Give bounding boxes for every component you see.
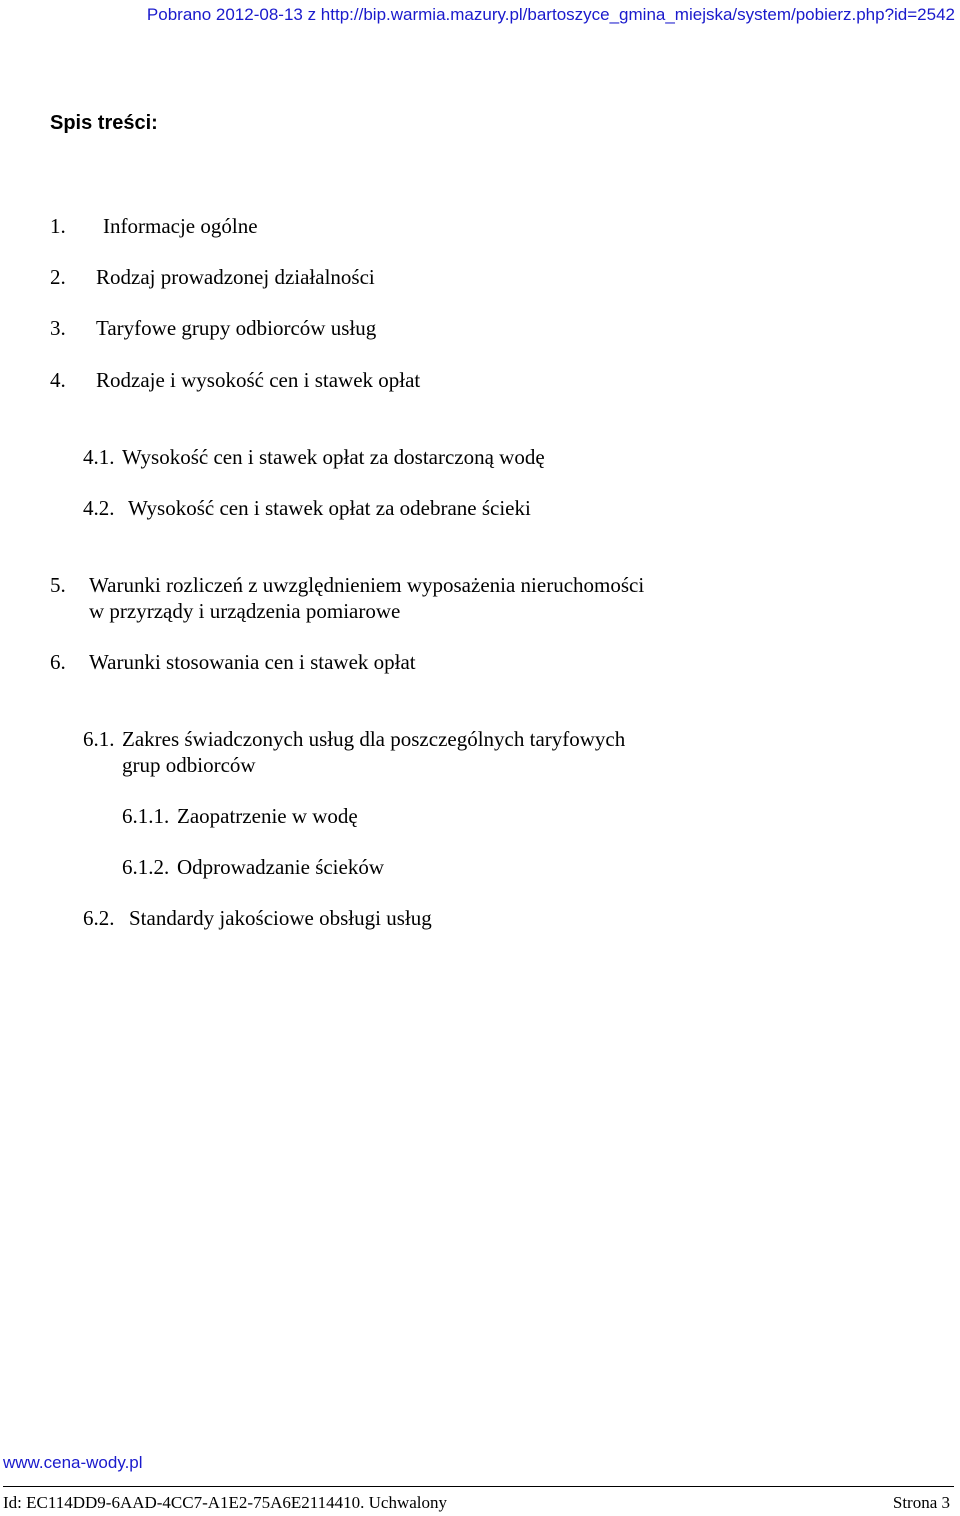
toc-item-label-continued: w przyrządy i urządzenia pomiarowe (89, 599, 401, 623)
toc-item-3[interactable] (50, 315, 376, 341)
toc-item-number: 3. (50, 316, 66, 340)
toc-item-4-1[interactable] (83, 444, 545, 470)
toc-item-number: 6.1.2. (122, 855, 170, 879)
footer-website-link[interactable]: www.cena-wody.pl (3, 1453, 143, 1472)
toc-item-number: 6.2. (83, 906, 115, 930)
footer-divider (3, 1486, 954, 1487)
toc-item-number: 6.1.1. (122, 804, 170, 828)
toc-item-4[interactable] (50, 367, 420, 393)
toc-item-label: Zakres świadczonych usług dla poszczególnych taryfowych (122, 727, 626, 751)
toc-item-label: Taryfowe grupy odbiorców usług (96, 316, 377, 340)
toc-item-number: 5. (50, 573, 66, 597)
toc-item-number: 4. (50, 368, 66, 392)
toc-item-label: Informacje ogólne (103, 214, 258, 238)
toc-item-label-continued: grup odbiorców (122, 753, 256, 777)
download-source-note: Pobrano 2012-08-13 z http://bip.warmia.mazury.pl/bartoszyce_gmina_miejska/system/pobierz.php?id=2542 (146, 5, 955, 24)
toc-item-label: Rodzaje i wysokość cen i stawek opłat (96, 368, 421, 392)
toc-item-label: Odprowadzanie ścieków (177, 855, 385, 879)
toc-item-6[interactable] (50, 649, 416, 675)
toc-item-label: Rodzaj prowadzonej działalności (96, 265, 375, 289)
toc-item-6-2[interactable] (83, 905, 432, 931)
toc-item-6-1-2[interactable] (122, 854, 384, 880)
toc-item-number: 2. (50, 265, 66, 289)
toc-item-number: 6. (50, 650, 66, 674)
toc-item-2[interactable] (50, 264, 375, 290)
toc-item-label: Wysokość cen i stawek opłat za odebrane ścieki (128, 496, 531, 520)
toc-item-6-1-1[interactable] (122, 803, 358, 829)
toc-title: Spis treści: (50, 112, 158, 134)
toc-item-1[interactable] (50, 213, 258, 239)
toc-item-number: 1. (50, 214, 66, 238)
footer-page-number: Strona 3 (892, 1493, 950, 1512)
toc-item-5[interactable] (50, 572, 644, 598)
toc-item-number: 4.1. (83, 445, 115, 469)
toc-item-number: 4.2. (83, 496, 115, 520)
toc-item-number: 6.1. (83, 727, 115, 751)
toc-item-label: Warunki rozliczeń z uwzględnieniem wyposażenia nieruchomości (89, 573, 645, 597)
toc-item-label: Wysokość cen i stawek opłat za dostarczoną wodę (122, 445, 545, 469)
toc-item-6-1[interactable] (83, 726, 625, 752)
toc-item-label: Warunki stosowania cen i stawek opłat (89, 650, 416, 674)
toc-item-6-1-continuation (122, 752, 256, 778)
toc-item-4-2[interactable] (83, 495, 531, 521)
toc-item-5-continuation (89, 598, 400, 624)
toc-item-label: Standardy jakościowe obsługi usług (129, 906, 432, 930)
toc-item-label: Zaopatrzenie w wodę (177, 804, 358, 828)
footer-document-id: Id: EC114DD9-6AAD-4CC7-A1E2-75A6E2114410. Uchwalony (3, 1493, 447, 1512)
